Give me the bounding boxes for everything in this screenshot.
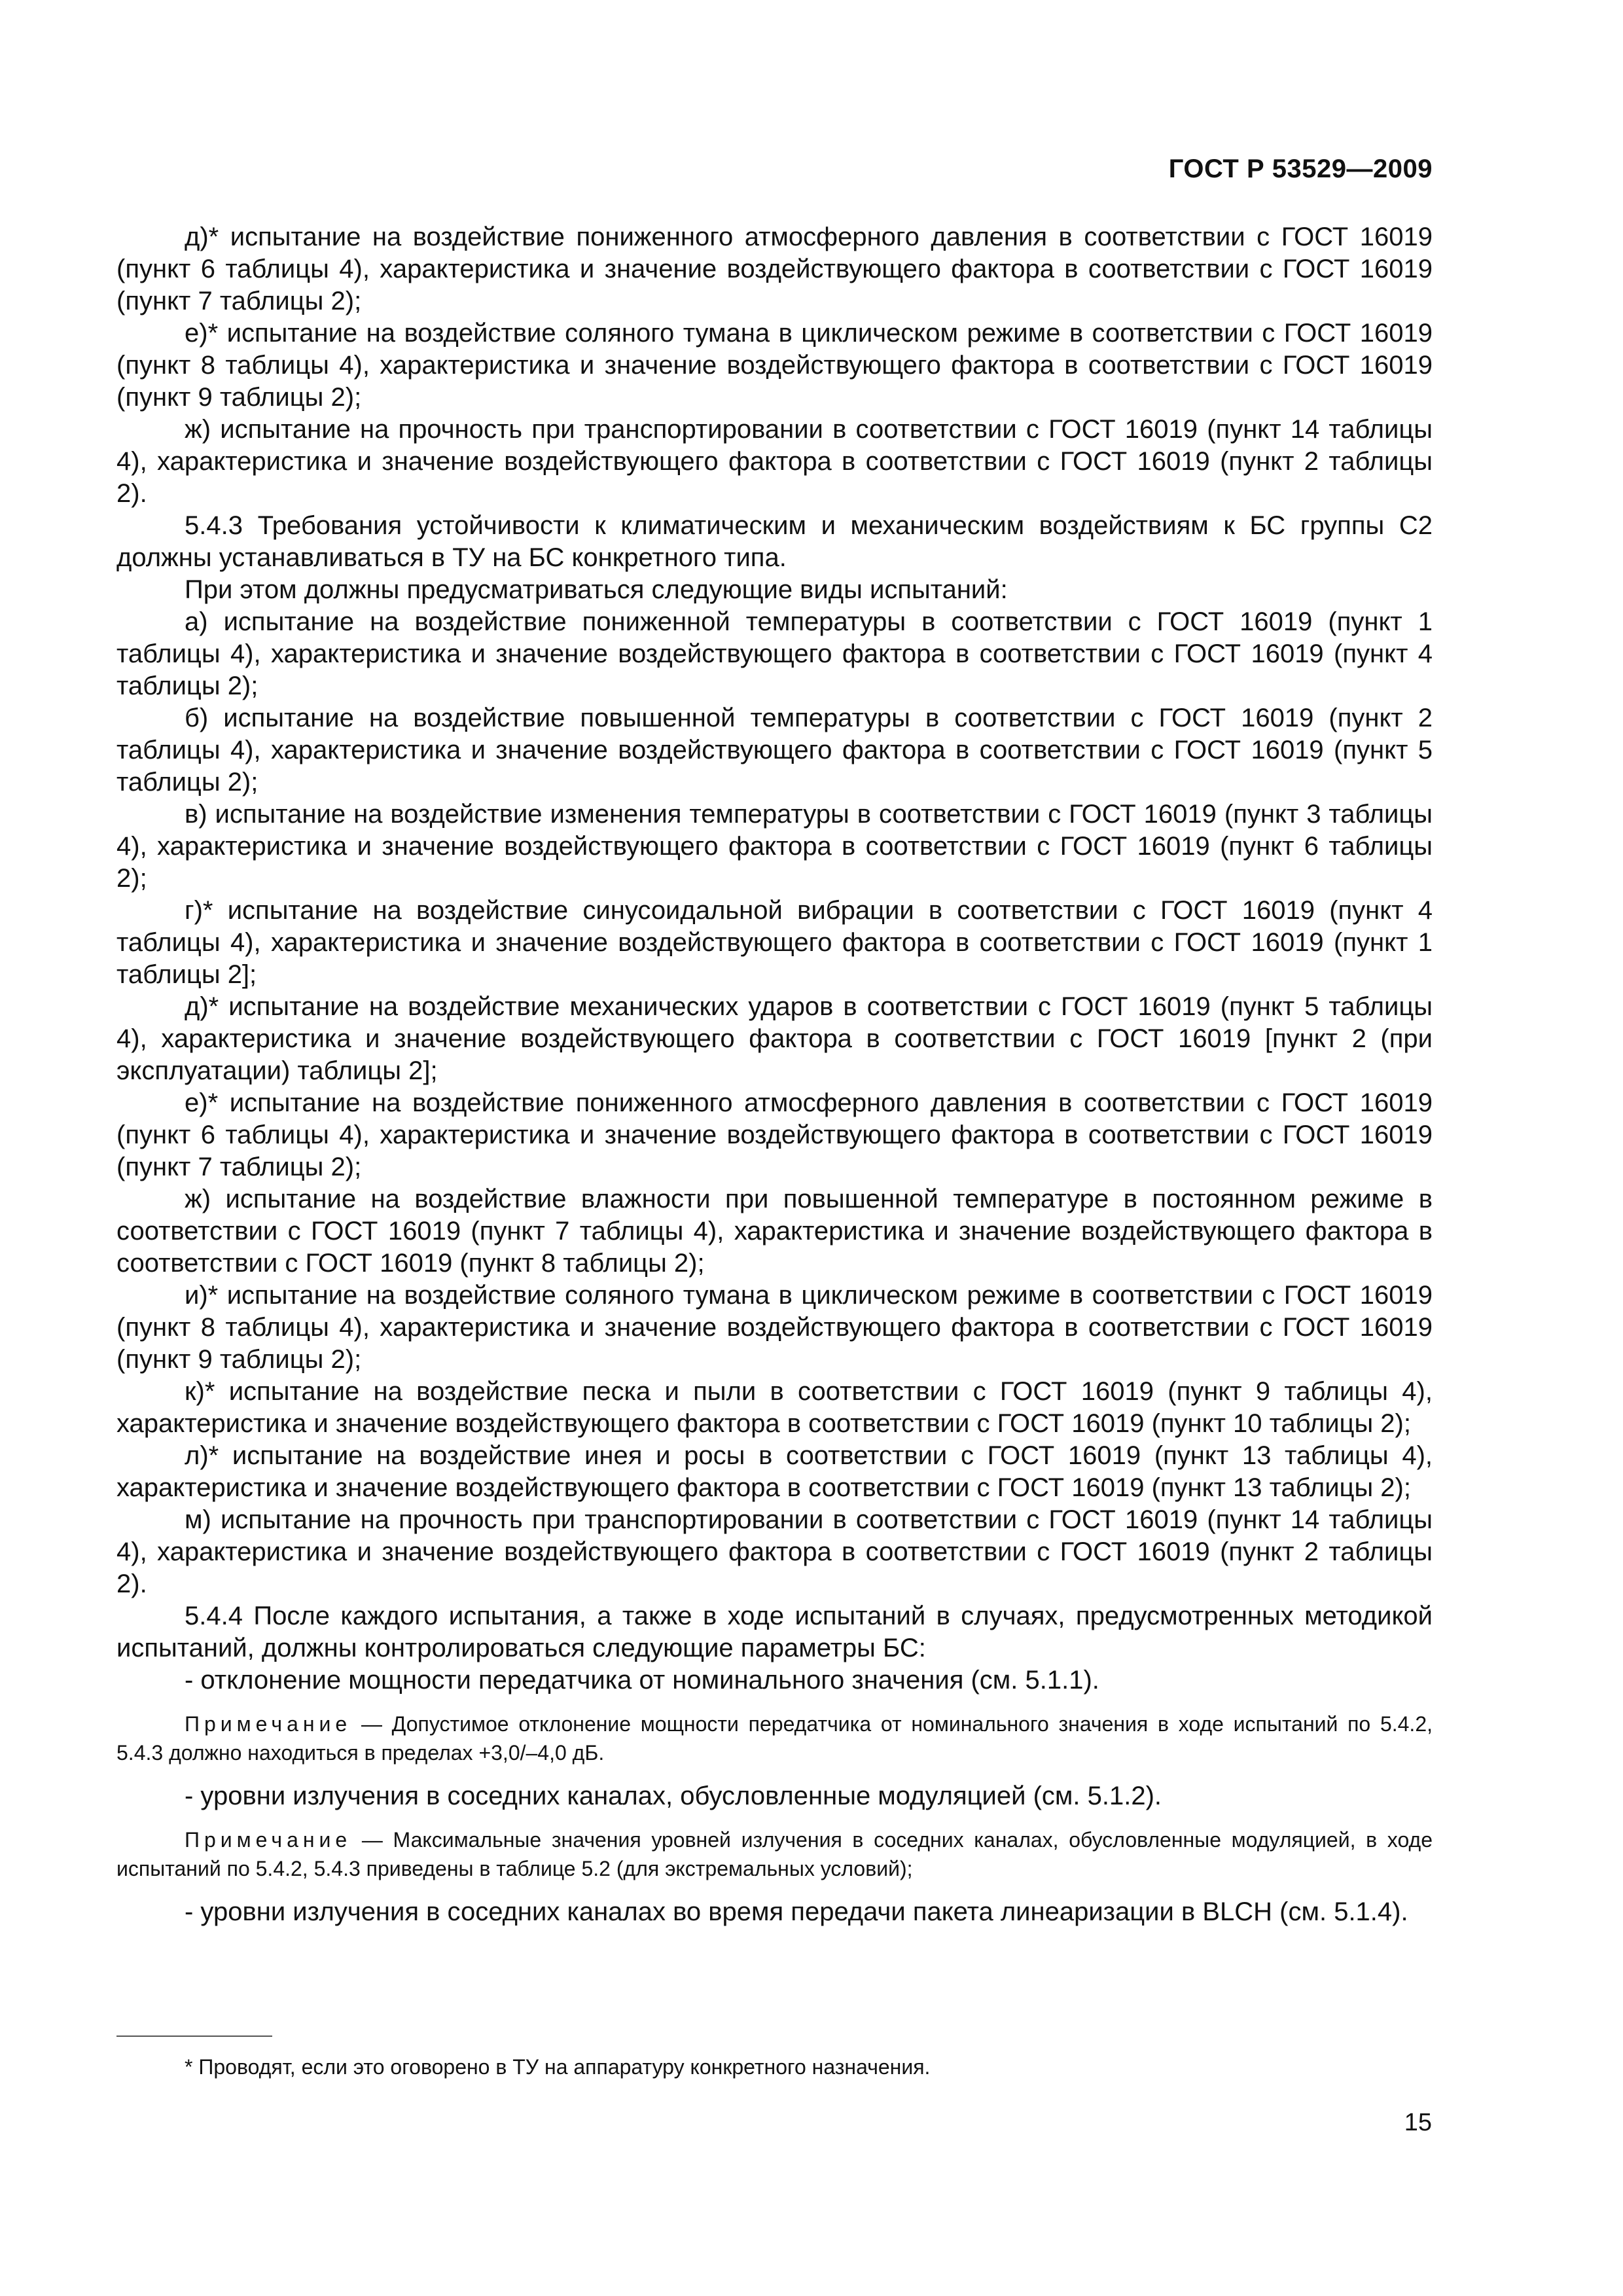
paragraph: м) испытание на прочность при транспортировании в соответствии с ГОСТ 16019 (пункт 14 таблицы 4), характеристика и значение воздействующего фактора в соответствии с ГОСТ 16019 (пункт 2 таблицы 2). <box>116 1505 1433 1598</box>
note-text: — Максимальные значения уровней излучения в соседних каналах, обусловленные модуляцией, в ходе испытаний по 5.4.2, 5.4.3 приведены в таблице 5.2 (для экстремальных условий); <box>116 1828 1433 1880</box>
paragraph: л)* испытание на воздействие инея и росы в соответствии с ГОСТ 16019 (пункт 13 таблицы 4), характеристика и значение воздействующего фактора в соответствии с ГОСТ 16019 (пункт 13 таблицы 2); <box>116 1441 1433 1502</box>
paragraph: в) испытание на воздействие изменения температуры в соответствии с ГОСТ 16019 (пункт 3 таблицы 4), характеристика и значение воздействующего фактора в соответствии с ГОСТ 16019 (пункт 6 таблицы 2); <box>116 800 1433 893</box>
note-label: Примечание <box>185 1712 352 1736</box>
note <box>116 1825 1433 1883</box>
paragraph: ж) испытание на воздействие влажности при повышенной температуре в постоянном режиме в соответствии с ГОСТ 16019 (пункт 7 таблицы 4), характеристика и значение воздействующего фактора в соответствии с ГОСТ 16019 (пункт 8 таблицы 2); <box>116 1185 1433 1278</box>
list-item: - отклонение мощности передатчика от номинального значения (см. 5.1.1). <box>185 1666 1099 1695</box>
paragraph: е)* испытание на воздействие пониженного атмосферного давления в соответствии с ГОСТ 16019 (пункт 6 таблицы 4), характеристика и значение воздействующего фактора в соответствии с ГОСТ 16019 (пункт 7 таблицы 2); <box>116 1088 1433 1181</box>
paragraph: и)* испытание на воздействие соляного тумана в циклическом режиме в соответствии с ГОСТ 16019 (пункт 8 таблицы 4), характеристика и значение воздействующего фактора в соответствии с ГОСТ 16019 (пункт 9 таблицы 2); <box>116 1281 1433 1374</box>
note-label: Примечание <box>185 1828 352 1852</box>
footnote-divider <box>116 2036 272 2037</box>
paragraph: При этом должны предусматриваться следующие виды испытаний: <box>185 575 1008 604</box>
document-code-header: ГОСТ Р 53529—2009 <box>1168 154 1433 183</box>
document-body <box>116 221 1433 1928</box>
paragraph: д)* испытание на воздействие пониженного атмосферного давления в соответствии с ГОСТ 16019 (пункт 6 таблицы 4), характеристика и значение воздействующего фактора в соответствии с ГОСТ 16019 (пункт 7 таблицы 2); <box>116 223 1433 315</box>
paragraph: ж) испытание на прочность при транспортировании в соответствии с ГОСТ 16019 (пункт 14 таблицы 4), характеристика и значение воздействующего фактора в соответствии с ГОСТ 16019 (пункт 2 таблицы 2). <box>116 415 1433 508</box>
paragraph: а) испытание на воздействие пониженной температуры в соответствии с ГОСТ 16019 (пункт 1 таблицы 4), характеристика и значение воздействующего фактора в соответствии с ГОСТ 16019 (пункт 4 таблицы 2); <box>116 607 1433 700</box>
page-number: 15 <box>1404 2109 1432 2136</box>
paragraph: 5.4.3 Требования устойчивости к климатическим и механическим воздействиям к БС группы С2 должны устанавливаться в ТУ на БС конкретного типа. <box>116 511 1433 572</box>
note-text: — Допустимое отклонение мощности передатчика от номинального значения в ходе испытаний по 5.4.2, 5.4.3 должно находиться в пределах +3,0/–4,0 дБ. <box>116 1712 1433 1765</box>
footnote: * Проводят, если это оговорено в ТУ на аппаратуру конкретного назначения. <box>185 2055 931 2079</box>
paragraph: 5.4.4 После каждого испытания, а также в ходе испытаний в случаях, предусмотренных методикой испытаний, должны контролироваться следующие параметры БС: <box>116 1602 1433 1662</box>
paragraph: д)* испытание на воздействие механических ударов в соответствии с ГОСТ 16019 (пункт 5 таблицы 4), характеристика и значение воздействующего фактора в соответствии с ГОСТ 16019 [пункт 2 (при эксплуатации) таблицы 2]; <box>116 992 1433 1085</box>
paragraph: е)* испытание на воздействие соляного тумана в циклическом режиме в соответствии с ГОСТ 16019 (пункт 8 таблицы 4), характеристика и значение воздействующего фактора в соответствии с ГОСТ 16019 (пункт 9 таблицы 2); <box>116 319 1433 412</box>
list-item: - уровни излучения в соседних каналах во время передачи пакета линеаризации в BLCH (см. 5.1.4). <box>185 1897 1408 1926</box>
note <box>116 1710 1433 1767</box>
paragraph: к)* испытание на воздействие песка и пыли в соответствии с ГОСТ 16019 (пункт 9 таблицы 4), характеристика и значение воздействующего фактора в соответствии с ГОСТ 16019 (пункт 10 таблицы 2); <box>116 1377 1433 1438</box>
paragraph: б) испытание на воздействие повышенной температуры в соответствии с ГОСТ 16019 (пункт 2 таблицы 4), характеристика и значение воздействующего фактора в соответствии с ГОСТ 16019 (пункт 5 таблицы 2); <box>116 704 1433 797</box>
paragraph: г)* испытание на воздействие синусоидальной вибрации в соответствии с ГОСТ 16019 (пункт 4 таблицы 4), характеристика и значение воздействующего фактора в соответствии с ГОСТ 16019 (пункт 1 таблицы 2]; <box>116 896 1433 989</box>
list-item: - уровни излучения в соседних каналах, обусловленные модуляцией (см. 5.1.2). <box>185 1782 1162 1810</box>
